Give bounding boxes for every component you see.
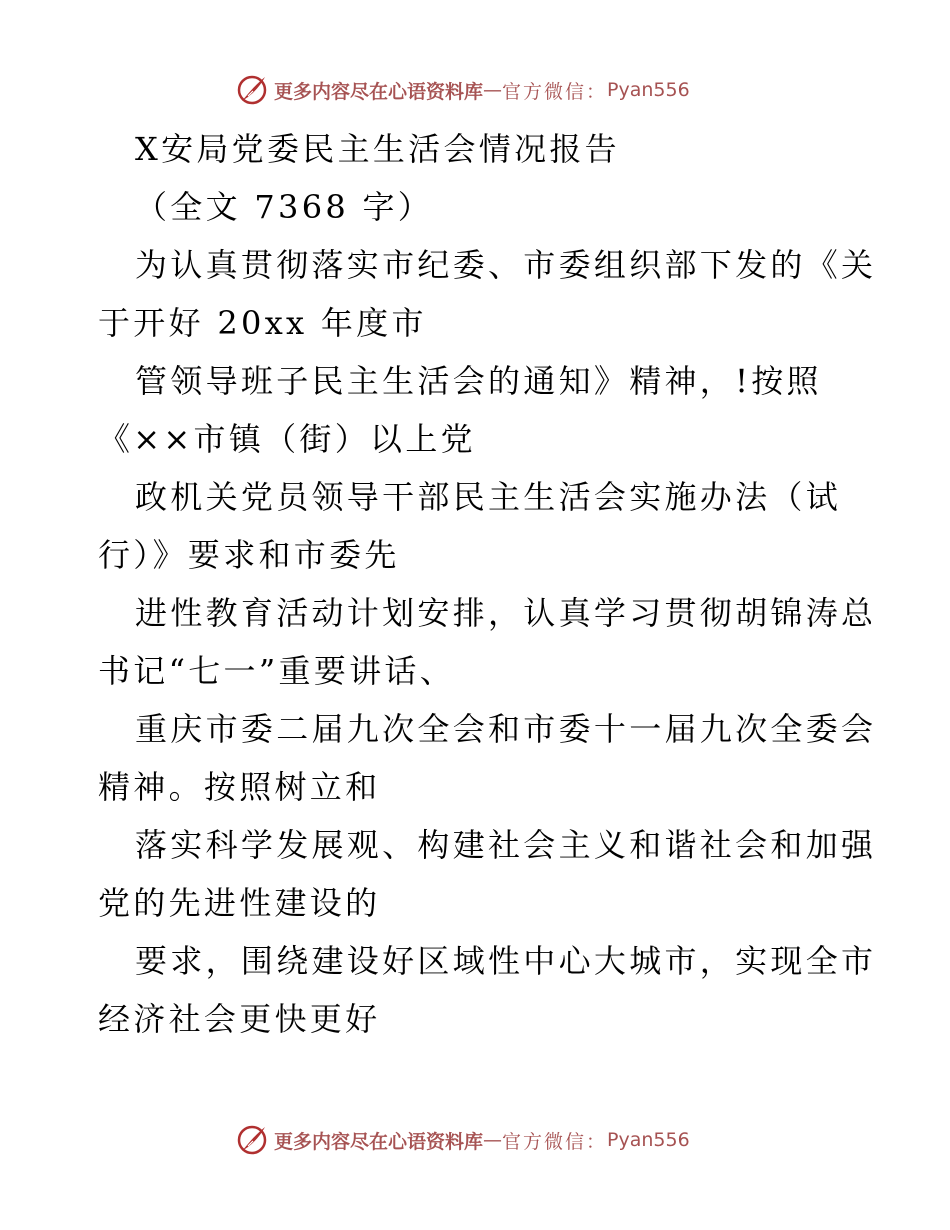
banner-separator: — xyxy=(483,1129,503,1151)
word-count: （全文 7368 字） xyxy=(135,188,434,226)
banner-separator: — xyxy=(483,79,503,101)
text-line: 行）》要求和市委先 xyxy=(98,536,400,574)
banner-text: 更多内容尽在心语资料库 xyxy=(274,80,484,103)
text-line: 为认真贯彻落实市纪委、市委组织部下发的《关 xyxy=(135,246,877,284)
wechat-id: Pyan556 xyxy=(607,1129,690,1151)
wechat-id: Pyan556 xyxy=(607,79,690,101)
text-line: 进性教育活动计划安排，认真学习贯彻胡锦涛总 xyxy=(135,594,877,632)
footer-banner xyxy=(236,1122,690,1158)
wechat-label: 官方微信： xyxy=(502,1130,608,1153)
text-line: 管领导班子民主生活会的通知》精神，!按照 xyxy=(135,362,822,400)
quill-logo-icon xyxy=(236,74,268,106)
text-line: 经济社会更快更好 xyxy=(98,1000,381,1038)
text-line: 要求，围绕建设好区域性中心大城市，实现全市 xyxy=(135,942,877,980)
header-banner xyxy=(236,72,690,108)
document-title: X安局党委民主生活会情况报告 xyxy=(135,130,620,168)
quill-logo-icon xyxy=(236,1124,268,1156)
text-line: 重庆市委二届九次全会和市委十一届九次全委会 xyxy=(135,710,877,748)
wechat-label: 官方微信： xyxy=(502,80,608,103)
text-line: 政机关党员领导干部民主生活会实施办法（试 xyxy=(135,478,842,516)
text-line: 《××市镇（街）以上党 xyxy=(98,420,476,458)
document-body xyxy=(98,120,898,1048)
text-line: 党的先进性建设的 xyxy=(98,884,381,922)
text-line: 于开好 20xx 年度市 xyxy=(98,304,427,342)
text-line: 书记“七一”重要讲话、 xyxy=(98,652,456,690)
text-line: 精神。按照树立和 xyxy=(98,768,381,806)
text-line: 落实科学发展观、构建社会主义和谐社会和加强 xyxy=(135,826,877,864)
banner-text: 更多内容尽在心语资料库 xyxy=(274,1130,484,1153)
